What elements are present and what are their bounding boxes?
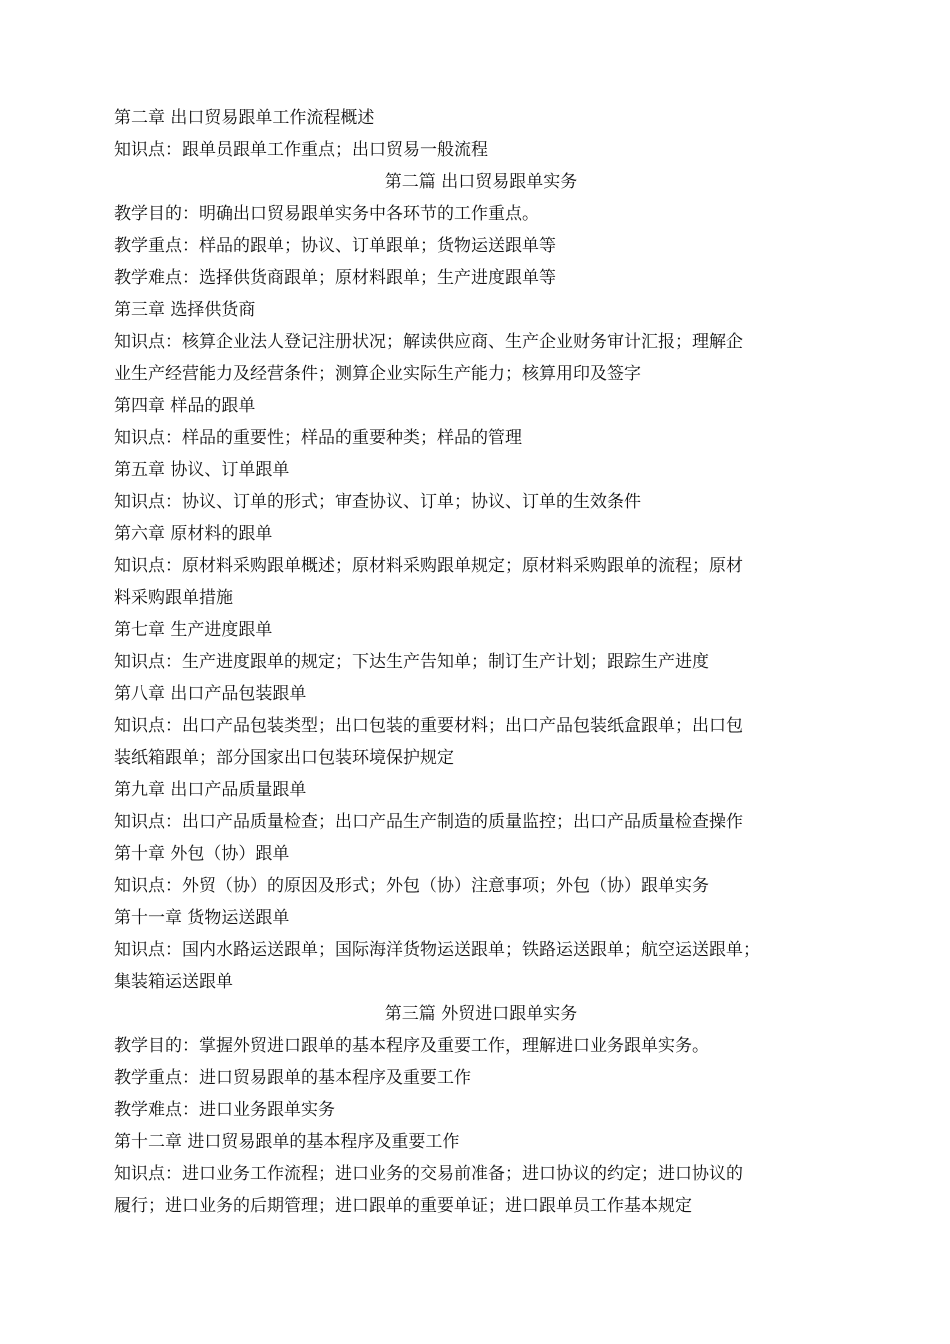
- text-line: 知识点：核算企业法人登记注册状况；解读供应商、生产企业财务审计汇报；理解企: [114, 332, 743, 352]
- text-line: 第五章 协议、订单跟单: [114, 460, 290, 480]
- text-line: 知识点：样品的重要性；样品的重要种类；样品的管理: [114, 428, 522, 448]
- text-line: 第四章 样品的跟单: [114, 396, 256, 416]
- text-line: 履行；进口业务的后期管理；进口跟单的重要单证；进口跟单员工作基本规定: [114, 1196, 692, 1216]
- text-line: 教学目的：明确出口贸易跟单实务中各环节的工作重点。: [114, 204, 539, 224]
- text-line: 第九章 出口产品质量跟单: [114, 780, 307, 800]
- text-line: 知识点：出口产品包装类型；出口包装的重要材料；出口产品包装纸盒跟单；出口包: [114, 716, 743, 736]
- text-line: 知识点：生产进度跟单的规定；下达生产告知单；制订生产计划；跟踪生产进度: [114, 652, 709, 672]
- text-line: 教学重点：样品的跟单；协议、订单跟单；货物运送跟单等: [114, 236, 556, 256]
- section-heading: 第三篇 外贸进口跟单实务: [384, 1004, 578, 1024]
- text-line: 教学重点：进口贸易跟单的基本程序及重要工作: [114, 1068, 471, 1088]
- text-line: 第六章 原材料的跟单: [114, 524, 273, 544]
- text-line: 第七章 生产进度跟单: [114, 620, 273, 640]
- text-line: 知识点：原材料采购跟单概述；原材料采购跟单规定；原材料采购跟单的流程；原材: [114, 556, 743, 576]
- text-line: 知识点：协议、订单的形式；审查协议、订单；协议、订单的生效条件: [114, 492, 641, 512]
- text-line: 装纸箱跟单；部分国家出口包装环境保护规定: [114, 748, 454, 768]
- text-line: 第三章 选择供货商: [114, 300, 256, 320]
- text-line: 第二章 出口贸易跟单工作流程概述: [114, 108, 375, 128]
- text-line: 第八章 出口产品包装跟单: [114, 684, 307, 704]
- text-line: 知识点：进口业务工作流程；进口业务的交易前准备；进口协议的约定；进口协议的: [114, 1164, 743, 1184]
- text-line: 知识点：外贸（协）的原因及形式；外包（协）注意事项；外包（协）跟单实务: [114, 876, 709, 896]
- document-page: [114, 102, 848, 1222]
- section-heading: 第二篇 出口贸易跟单实务: [384, 172, 578, 192]
- text-line: 集装箱运送跟单: [114, 972, 233, 992]
- text-line: 教学难点：选择供货商跟单；原材料跟单；生产进度跟单等: [114, 268, 556, 288]
- text-line: 业生产经营能力及经营条件；测算企业实际生产能力；核算用印及签字: [114, 364, 641, 384]
- text-line: 知识点：出口产品质量检查；出口产品生产制造的质量监控；出口产品质量检查操作: [114, 812, 743, 832]
- text-line: 教学目的：掌握外贸进口跟单的基本程序及重要工作，理解进口业务跟单实务。: [114, 1036, 709, 1056]
- text-line: 第十章 外包（协）跟单: [114, 844, 290, 864]
- text-line: 教学难点：进口业务跟单实务: [114, 1100, 335, 1120]
- text-line: 第十一章 货物运送跟单: [114, 908, 290, 928]
- text-line: 第十二章 进口贸易跟单的基本程序及重要工作: [114, 1132, 460, 1152]
- text-line: 料采购跟单措施: [114, 588, 233, 608]
- text-line: 知识点：跟单员跟单工作重点；出口贸易一般流程: [114, 140, 488, 160]
- text-line: 知识点：国内水路运送跟单；国际海洋货物运送跟单；铁路运送跟单；航空运送跟单；: [114, 940, 760, 960]
